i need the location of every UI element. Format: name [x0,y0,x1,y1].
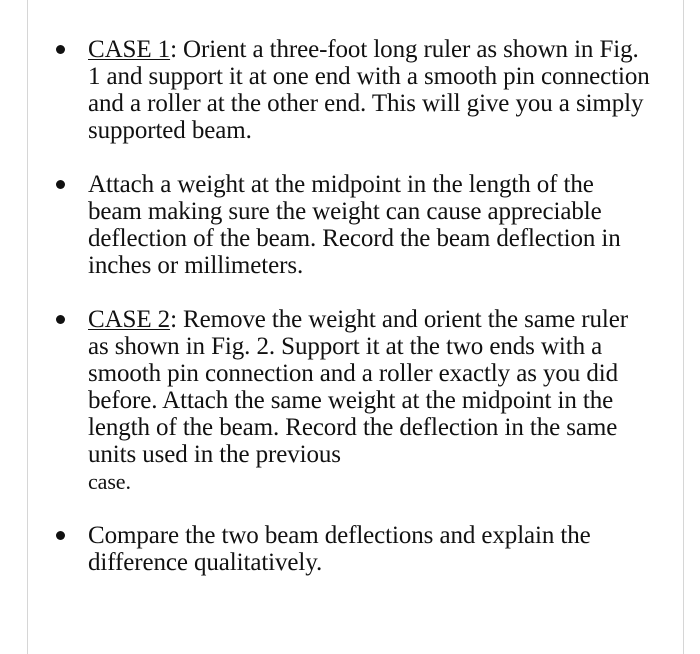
instruction-item-attach-weight [50,171,650,279]
case-2-label: CASE 2 [88,306,171,333]
instruction-item-case-1 [50,36,650,144]
case-1-text: : Orient a three-foot long ruler as shown in Fig. 1 and support it at one end with a smooth pin connection and a roller at the other end. This will give you a simply supported beam. [88,36,650,144]
bullet-dot-icon [56,315,65,324]
instruction-list [50,36,650,576]
compare-text: Compare the two beam deflections and explain the difference qualitatively. [88,522,591,576]
instruction-item-case-2 [50,306,650,495]
case-2-text: : Remove the weight and orient the same ruler as shown in Fig. 2. Support it at the two ends with a smooth pin connection and a roller exactly as you did before. Attach the same weight at the midpoint in the length of the beam. Record the deflection in the same units used in the previous [88,306,628,468]
bullet-dot-icon [56,45,65,54]
bullet-dot-icon [56,531,65,540]
page-border-right [683,0,684,654]
attach-weight-text: Attach a weight at the midpoint in the length of the beam making sure the weight can cause appreciable deflection of the beam. Record the beam deflection in inches or millimeters. [88,171,621,279]
bullet-dot-icon [56,180,65,189]
case-1-label: CASE 1 [88,36,171,63]
case-2-tail-text: case. [88,469,131,494]
instruction-item-compare [50,522,650,576]
page-border-left [27,0,28,654]
